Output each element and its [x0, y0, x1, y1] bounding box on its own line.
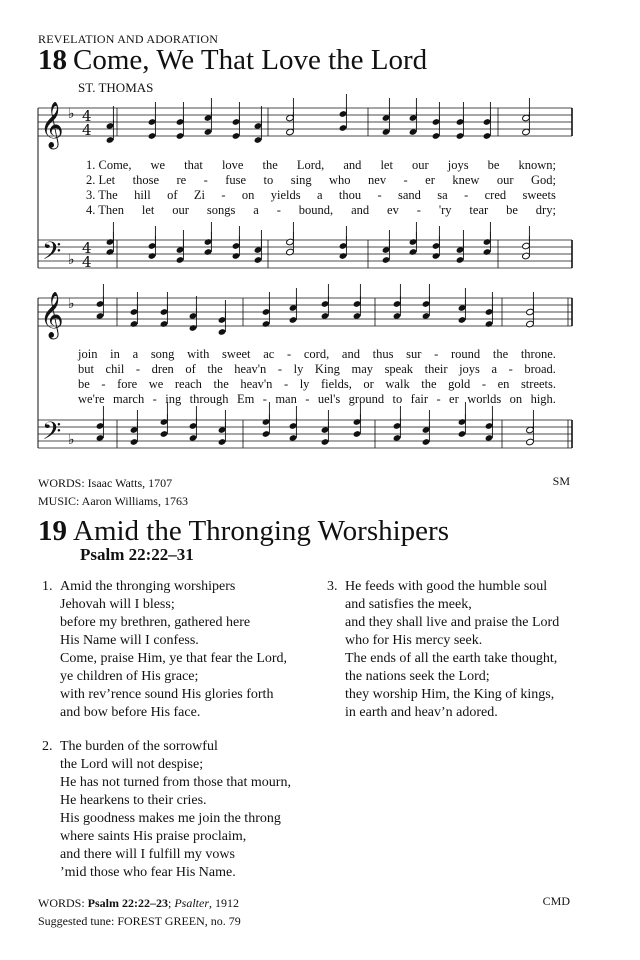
bass-clef-icon: 𝄢 — [42, 237, 62, 272]
lyric-syllable: hill — [134, 188, 151, 202]
lyric-syllable: the — [213, 377, 229, 391]
lyric-syllable: thus — [372, 347, 394, 361]
hymn-19-stanza-2 — [42, 738, 291, 882]
lyric-syllable: cred — [484, 188, 507, 202]
lyric-syllable: Zi — [193, 188, 205, 202]
lyric-syllable: sweets — [522, 188, 556, 202]
lyric-syllable: that — [184, 158, 203, 172]
lyric-syllable: cord, — [303, 347, 330, 361]
hymn-19-words-credit: WORDS: Psalm 22:22–23; Psalter, 1912 — [38, 896, 240, 910]
lyric-syllable: thou — [338, 188, 362, 202]
lyric-syllable: - — [377, 188, 382, 202]
lyric-syllable: of — [167, 188, 178, 202]
stanza-line: His goodness makes me join the throng — [60, 811, 281, 826]
lyric-syllable: er — [425, 173, 435, 187]
lyric-syllable: let — [141, 203, 155, 217]
lyric-syllable: high. — [530, 392, 556, 406]
stanza-number: 3. — [327, 579, 338, 594]
lyric-syllable: gold — [448, 377, 471, 391]
lyric-syllable: fore — [117, 377, 138, 391]
stanza-line: the nations seek the Lord; — [345, 669, 490, 684]
lyric-syllable: 1. Come, — [86, 158, 132, 172]
hymn-18-number: 18 — [38, 44, 67, 76]
lyric-syllable: we — [150, 158, 166, 172]
lyric-syllable: re — [176, 173, 187, 187]
lyric-syllable: 'ry — [438, 203, 452, 217]
lyric-syllable: let — [380, 158, 393, 172]
lyric-syllable: love — [221, 158, 244, 172]
lyric-syllable: we're — [78, 392, 105, 406]
lyric-syllable: - — [287, 347, 292, 361]
lyric-syllable: a — [132, 347, 139, 361]
lyric-syllable: - — [434, 347, 439, 361]
lyric-syllable: - — [508, 362, 513, 376]
time-signature-top: 4 — [82, 107, 92, 125]
lyric-syllable: en — [497, 377, 510, 391]
lyric-syllable: sa — [437, 188, 448, 202]
stanza-line: with rev’rence sound His glories forth — [60, 687, 274, 702]
lyric-syllable: Em — [236, 392, 255, 406]
lyric-syllable: 4. Then — [86, 203, 124, 217]
stanza-line: His Name will I confess. — [60, 633, 199, 648]
flat-icon: ♭ — [68, 432, 75, 448]
lyric-syllable: - — [283, 377, 289, 391]
stanza-line: who for His mercy seek. — [345, 633, 483, 648]
lyric-syllable: ground — [348, 392, 385, 406]
hymn-19-psalm-reference: Psalm 22:22–31 — [80, 545, 194, 564]
lyric-syllable: and — [343, 158, 362, 172]
lyric-syllable: - — [221, 188, 226, 202]
lyric-syllable: ing — [165, 392, 182, 406]
lyric-line — [86, 203, 556, 218]
hymn-19-header — [38, 515, 449, 548]
lyric-syllable: man — [275, 392, 297, 406]
lyric-syllable: join — [78, 347, 98, 361]
hymn-19-stanza-3 — [327, 578, 560, 722]
lyric-syllable: knew — [452, 173, 480, 187]
lyric-syllable: on — [509, 392, 523, 406]
lyric-syllable: we — [148, 377, 164, 391]
hymn-18-words-credit: WORDS: Isaac Watts, 1707 — [38, 476, 173, 490]
stanza-line: they worship Him, the King of kings, — [345, 687, 555, 702]
stanza-line: ye children of His grace; — [60, 669, 199, 684]
treble-clef-icon: 𝄞 — [40, 102, 64, 148]
lyric-syllable: fair — [410, 392, 429, 406]
lyric-syllable: and — [341, 347, 360, 361]
lyric-syllable: uel's — [317, 392, 341, 406]
lyric-syllable: known; — [518, 158, 556, 172]
stanza-line: and satisfies the meek, — [345, 597, 472, 612]
hymn-19-title: Amid the Thronging Worshipers — [73, 515, 449, 547]
lyric-syllable: 2. Let — [86, 173, 116, 187]
lyric-syllable: King — [314, 362, 340, 376]
lyric-syllable: - — [262, 392, 267, 406]
lyric-syllable: a — [316, 188, 323, 202]
hymn-18-credits — [38, 474, 188, 510]
lyric-syllable: songs — [206, 203, 236, 217]
lyric-syllable: joys — [447, 158, 469, 172]
lyric-syllable: sweet — [222, 347, 251, 361]
stanza-line: where saints His praise proclaim, — [60, 829, 247, 844]
lyric-syllable: march — [112, 392, 145, 406]
hymn-18-tune-name: ST. THOMAS — [78, 80, 154, 95]
lyric-syllable: heav'n — [234, 362, 267, 376]
lyric-syllable: Lord, — [296, 158, 325, 172]
lyric-syllable: God; — [530, 173, 556, 187]
lyric-syllable: sur — [406, 347, 422, 361]
stanza-line: and they shall live and praise the Lord — [345, 615, 560, 630]
lyric-syllable: round — [451, 347, 481, 361]
lyric-syllable: broad. — [524, 362, 556, 376]
lyric-syllable: ly — [299, 377, 310, 391]
lyric-syllable: - — [101, 377, 106, 391]
lyric-syllable: a — [491, 362, 498, 376]
lyric-syllable: of — [185, 362, 196, 376]
stanza-line: Amid the thronging worshipers — [60, 579, 236, 594]
lyric-syllable: through — [189, 392, 229, 406]
section-label: REVELATION AND ADORATION — [38, 32, 219, 46]
lyric-syllable: - — [135, 362, 141, 376]
stanza-line: ’mid those who fear His Name. — [60, 865, 236, 880]
lyric-syllable: yields — [270, 188, 301, 202]
lyric-syllable: sand — [398, 188, 421, 202]
lyric-syllable: - — [436, 392, 441, 406]
lyric-syllable: be — [487, 158, 500, 172]
time-signature-bottom: 4 — [82, 121, 92, 139]
stanza-line: in earth and heav’n adored. — [345, 705, 498, 720]
flat-icon: ♭ — [68, 106, 75, 122]
lyric-syllable: with — [187, 347, 210, 361]
lyric-syllable: or — [363, 377, 374, 391]
stanza-line: Come, praise Him, ye that fear the Lord, — [60, 651, 288, 666]
time-signature-top: 4 — [82, 239, 92, 257]
lyric-syllable: - — [276, 203, 281, 217]
lyric-line — [86, 188, 556, 203]
lyric-syllable: ev — [387, 203, 399, 217]
lyric-syllable: fuse — [225, 173, 247, 187]
hymn-19-credits — [38, 894, 241, 930]
lyric-syllable: dry; — [535, 203, 556, 217]
lyric-syllable: ly — [293, 362, 304, 376]
stanza-number: 1. — [42, 579, 53, 594]
lyric-syllable: - — [416, 203, 421, 217]
bass-clef-icon: 𝄢 — [42, 417, 62, 452]
lyric-syllable: but — [78, 362, 94, 376]
hymn-19-number: 19 — [38, 515, 67, 547]
lyric-syllable: - — [203, 173, 208, 187]
hymn-18-meter: SM — [552, 474, 570, 488]
lyric-syllable: in — [110, 347, 120, 361]
lyric-syllable: on — [241, 188, 255, 202]
lyric-syllable: walk — [385, 377, 410, 391]
lyric-syllable: reach — [174, 377, 202, 391]
lyric-syllable: our — [496, 173, 514, 187]
lyric-syllable: song — [150, 347, 175, 361]
lyric-syllable: the — [492, 347, 509, 361]
stanza-line: Jehovah will I bless; — [60, 597, 175, 612]
lyric-syllable: be — [78, 377, 90, 391]
lyric-syllable: the — [421, 377, 437, 391]
stanza-line: He hearkens to their cries. — [60, 793, 207, 808]
stanza-number: 2. — [42, 739, 53, 754]
lyric-syllable: our — [412, 158, 429, 172]
lyric-syllable: tear — [469, 203, 489, 217]
flat-icon: ♭ — [68, 252, 75, 268]
lyric-syllable: - — [277, 362, 283, 376]
lyric-syllable: our — [172, 203, 189, 217]
lyric-line — [86, 158, 556, 173]
lyric-line — [78, 377, 556, 392]
lyric-syllable: bound, — [298, 203, 334, 217]
lyric-syllable: to — [263, 173, 274, 187]
lyric-syllable: - — [403, 173, 408, 187]
lyric-syllable: the — [262, 158, 278, 172]
hymn-19-meter: CMD — [542, 894, 570, 908]
lyric-syllable: streets. — [520, 377, 556, 391]
lyric-syllable: - — [152, 392, 157, 406]
lyric-syllable: their — [424, 362, 448, 376]
lyric-line — [78, 392, 556, 407]
lyric-syllable: 3. The — [86, 188, 118, 202]
lyric-syllable: the — [207, 362, 223, 376]
stanza-line: before my brethren, gathered here — [60, 615, 251, 630]
lyric-syllable: ac — [263, 347, 275, 361]
lyric-syllable: er — [449, 392, 459, 406]
stanza-line: The ends of all the earth take thought, — [345, 651, 558, 666]
stanza-line: and there will I fulfill my vows — [60, 847, 235, 862]
stanza-line: and bow before His face. — [60, 705, 201, 720]
lyric-syllable: be — [506, 203, 518, 217]
lyric-syllable: fields, — [320, 377, 352, 391]
lyric-syllable: joys — [459, 362, 480, 376]
treble-clef-icon: 𝄞 — [40, 292, 64, 338]
lyric-syllable: - — [305, 392, 310, 406]
lyric-line — [78, 362, 556, 377]
lyric-syllable: worlds — [467, 392, 502, 406]
lyric-syllable: heav'n — [240, 377, 273, 391]
hymn-18-music-credit: MUSIC: Aaron Williams, 1763 — [38, 494, 188, 508]
time-signature-bottom: 4 — [82, 253, 92, 271]
lyric-syllable: nev — [368, 173, 387, 187]
hymn-19-suggested-tune: Suggested tune: FOREST GREEN, no. 79 — [38, 914, 241, 928]
lyric-syllable: speak — [384, 362, 414, 376]
lyric-syllable: may — [351, 362, 373, 376]
lyric-syllable: sing — [290, 173, 312, 187]
lyric-syllable: a — [253, 203, 259, 217]
lyric-syllable: dren — [151, 362, 174, 376]
lyric-syllable: and — [351, 203, 370, 217]
lyric-line — [86, 173, 556, 188]
stanza-line: The burden of the sorrowful — [60, 739, 218, 754]
stanza-line: He has not turned from those that mourn, — [60, 775, 291, 790]
hymn-19-stanza-1 — [42, 578, 288, 722]
lyric-syllable: to — [392, 392, 403, 406]
lyric-syllable: those — [132, 173, 160, 187]
stanza-line: He feeds with good the humble soul — [345, 579, 548, 594]
lyric-syllable: - — [464, 188, 469, 202]
stanza-line: the Lord will not despise; — [60, 757, 204, 772]
hymn-18-title: Come, We That Love the Lord — [73, 44, 428, 76]
lyric-syllable: throne. — [520, 347, 556, 361]
lyric-line — [78, 347, 556, 362]
lyric-syllable: chil — [105, 362, 125, 376]
lyric-syllable: who — [329, 173, 351, 187]
lyric-syllable: - — [481, 377, 487, 391]
flat-icon: ♭ — [68, 296, 75, 312]
